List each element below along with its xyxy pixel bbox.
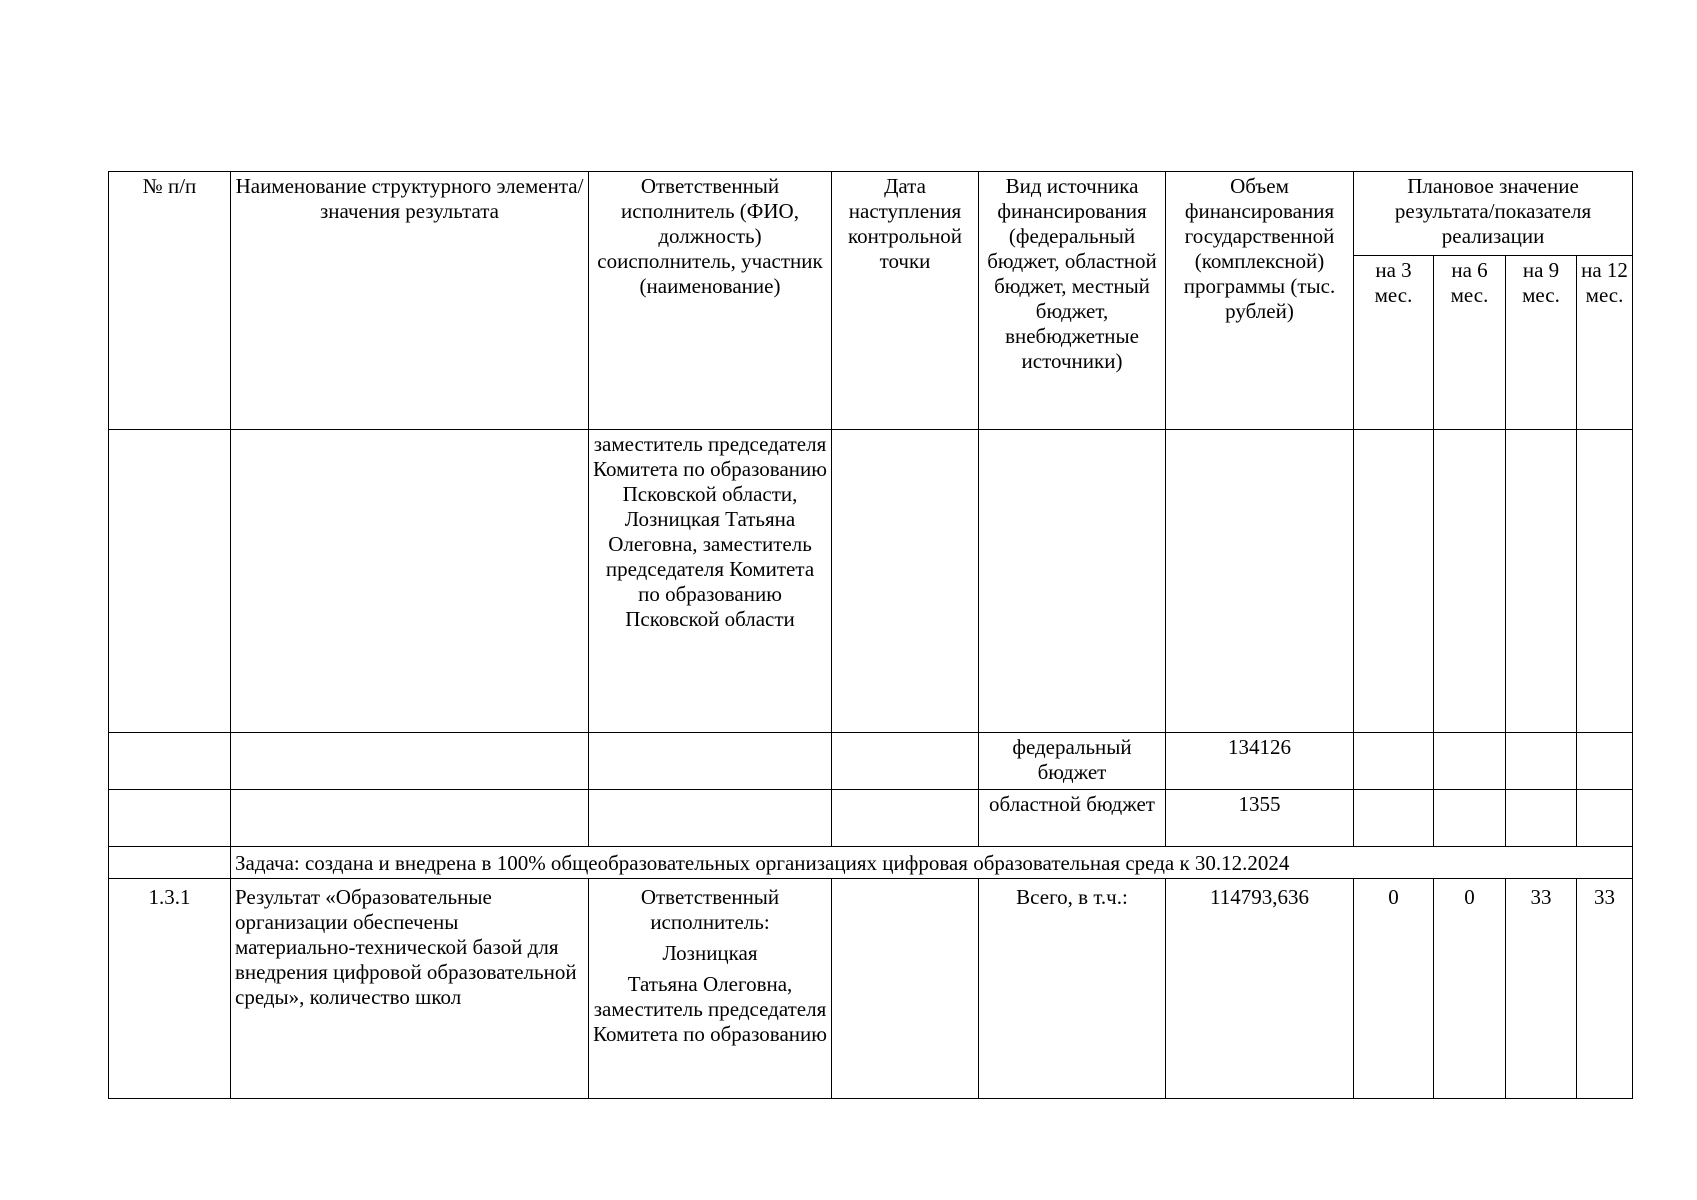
cell-empty xyxy=(979,430,1166,733)
cell-source: Всего, в т.ч.: xyxy=(979,879,1166,1099)
cell-empty xyxy=(231,733,589,790)
cell-name: Результат «Образовательные организации обеспечены материально-технической базой для внедрения цифровой образовательной среды», количество школ xyxy=(231,879,589,1099)
cell-empty xyxy=(832,879,979,1099)
cell-responsible xyxy=(589,879,832,1099)
header-m3: на 3 мес. xyxy=(1354,256,1434,430)
header-responsible: Ответственный исполнитель (ФИО, должность) соисполнитель, участник (наименование) xyxy=(589,172,832,430)
cell-empty xyxy=(1577,430,1633,733)
cell-empty xyxy=(109,733,231,790)
cell-empty xyxy=(1354,733,1434,790)
cell-m9: 33 xyxy=(1506,879,1577,1099)
cell-empty xyxy=(1434,790,1506,847)
cell-empty xyxy=(1434,733,1506,790)
header-num: № п/п xyxy=(109,172,231,430)
cell-empty xyxy=(1506,790,1577,847)
cell-m12: 33 xyxy=(1577,879,1633,1099)
responsible-rest: Татьяна Олеговна, заместитель председателя Комитета по образованию xyxy=(593,972,827,1046)
task-text: Задача: создана и внедрена в 100% общеобразовательных организациях цифровая образовательная среда к 30.12.2024 xyxy=(231,847,1633,879)
cell-volume: 1355 xyxy=(1166,790,1354,847)
responsible-title: Ответственный исполнитель: xyxy=(640,885,780,934)
header-date: Дата наступления контрольной точки xyxy=(832,172,979,430)
cell-empty xyxy=(109,430,231,733)
table-row xyxy=(109,430,1633,733)
cell-empty xyxy=(109,790,231,847)
cell-volume: 114793,636 xyxy=(1166,879,1354,1099)
cell-m6: 0 xyxy=(1434,879,1506,1099)
cell-empty xyxy=(832,733,979,790)
cell-m3: 0 xyxy=(1354,879,1434,1099)
cell-empty xyxy=(1577,733,1633,790)
header-name: Наименование структурного элемента/ значения результата xyxy=(231,172,589,430)
header-volume: Объем финансирования государственной (комплексной) программы (тыс. рублей) xyxy=(1166,172,1354,430)
header-planned: Плановое значение результата/показателя реализации xyxy=(1354,172,1633,256)
program-table xyxy=(108,171,1633,1099)
cell-empty xyxy=(832,430,979,733)
cell-empty xyxy=(1354,790,1434,847)
cell-empty xyxy=(1434,430,1506,733)
cell-empty xyxy=(1577,790,1633,847)
cell-empty xyxy=(589,790,832,847)
table-row xyxy=(109,790,1633,847)
cell-empty xyxy=(832,790,979,847)
cell-num: 1.3.1 xyxy=(109,879,231,1099)
table-row xyxy=(109,733,1633,790)
cell-empty xyxy=(589,733,832,790)
cell-volume: 134126 xyxy=(1166,733,1354,790)
cell-source: областной бюджет xyxy=(979,790,1166,847)
cell-source: федеральный бюджет xyxy=(979,733,1166,790)
cell-responsible: заместитель председателя Комитета по образованию Псковской области, Лозницкая Татьяна Олеговна, заместитель председателя Комитета по образованию Псковской области xyxy=(589,430,832,733)
cell-empty xyxy=(1354,430,1434,733)
task-row xyxy=(109,847,1633,879)
cell-empty xyxy=(1506,430,1577,733)
header-m9: на 9 мес. xyxy=(1506,256,1577,430)
header-source: Вид источника финансирования (федеральный бюджет, областной бюджет, местный бюджет, внебюджетные источники) xyxy=(979,172,1166,430)
cell-empty xyxy=(231,430,589,733)
cell-empty xyxy=(109,847,231,879)
cell-empty xyxy=(1166,430,1354,733)
header-row xyxy=(109,172,1633,256)
responsible-surname: Лозницкая xyxy=(662,941,758,965)
header-m12: на 12 мес. xyxy=(1577,256,1633,430)
cell-empty xyxy=(1506,733,1577,790)
header-m6: на 6 мес. xyxy=(1434,256,1506,430)
cell-empty xyxy=(231,790,589,847)
table-row xyxy=(109,879,1633,1099)
